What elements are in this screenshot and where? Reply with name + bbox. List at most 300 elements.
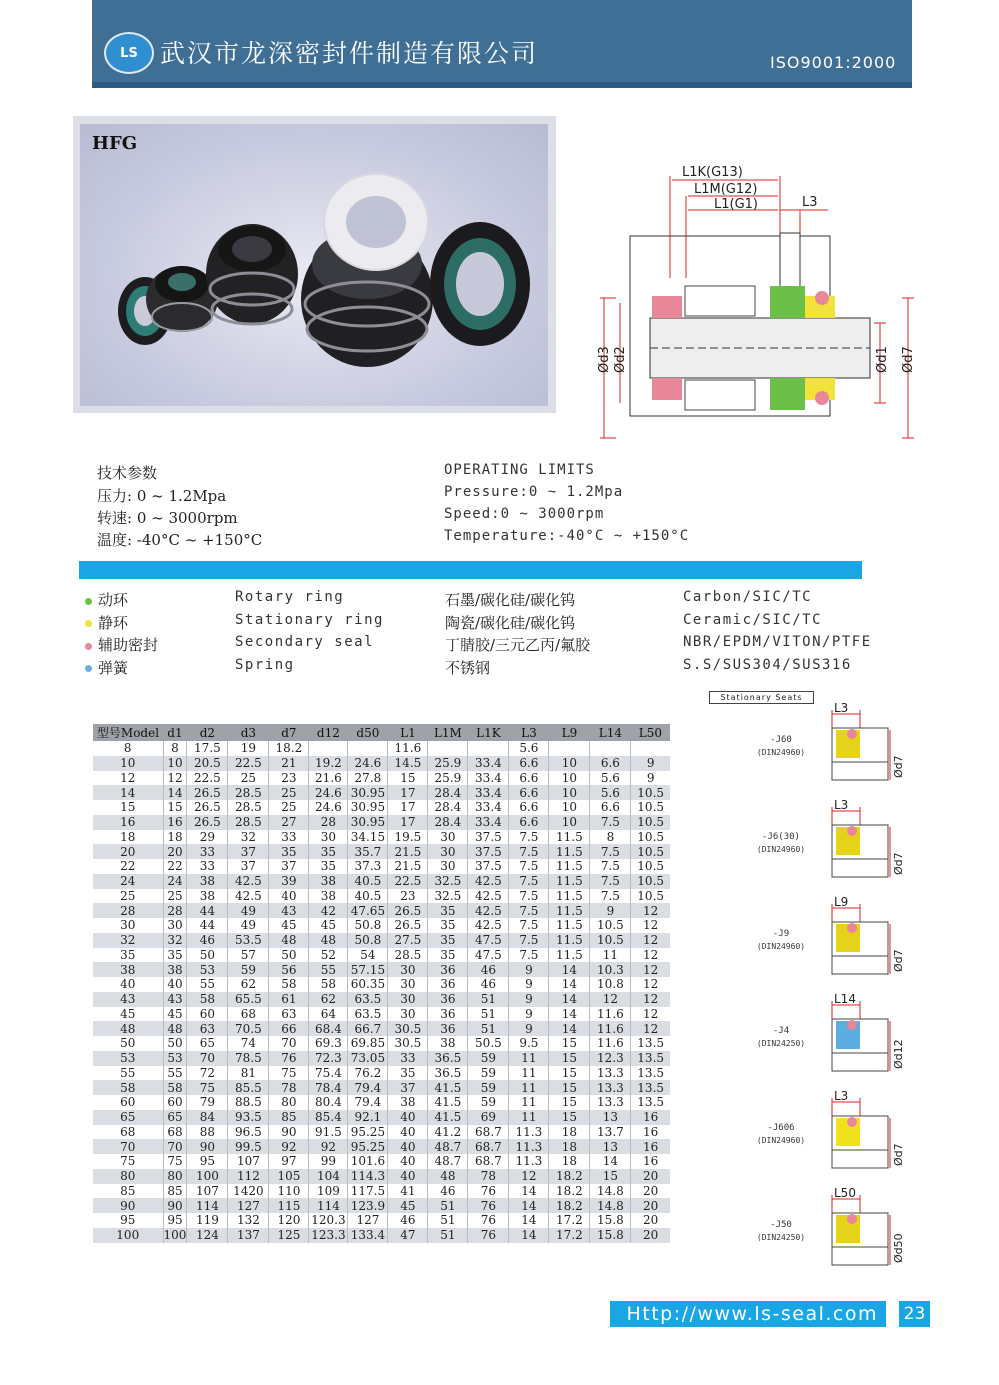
table-row [93,1228,670,1243]
table-cell: 10.5 [631,785,670,800]
seal-cross-section-drawing [590,158,920,448]
table-cell: 10 [549,771,590,786]
table-cell: 48 [93,1021,163,1036]
table-cell: 117.5 [348,1184,388,1199]
table-cell: 11.5 [549,903,590,918]
table-cell: 100 [187,1169,228,1184]
table-cell: 35 [428,903,468,918]
table-cell: 7.5 [509,948,549,963]
table-cell: 16 [93,815,163,830]
table-cell: 127 [348,1213,388,1228]
table-row [93,977,670,992]
table-cell: 14.8 [590,1198,631,1213]
table-cell [309,741,348,756]
table-cell: 13 [590,1139,631,1154]
table-cell: 35 [309,859,348,874]
table-cell: 88.5 [228,1095,269,1110]
dim-d3: Ød3 [597,346,612,373]
dim-l1m: L1M(G12) [694,182,758,197]
table-cell: 79.4 [348,1095,388,1110]
table-cell: 21.6 [309,771,348,786]
params-en-temp: Temperature:-40°C ~ +150°C [444,528,690,544]
table-cell: 10 [549,756,590,771]
table-cell: 75 [93,1154,163,1169]
seat-code: -J50 [770,1220,792,1230]
table-cell: 33 [187,859,228,874]
table-cell: 95 [187,1154,228,1169]
table-cell: 26.5 [187,815,228,830]
table-cell: 58 [269,977,309,992]
table-cell: 47.65 [348,903,388,918]
table-cell: 7.5 [590,859,631,874]
table-cell: 76 [468,1184,509,1199]
column-header: L14 [590,724,631,741]
table-cell: 28.4 [428,800,468,815]
table-cell: 11.5 [549,918,590,933]
table-cell: 30 [309,830,348,845]
table-cell: 44 [187,903,228,918]
table-cell: 37.5 [468,830,509,845]
table-cell: 127 [228,1198,269,1213]
table-row [93,874,670,889]
table-cell: 75 [269,1066,309,1081]
table-cell: 26.5 [187,800,228,815]
table-cell: 28.5 [228,785,269,800]
table-cell: 30.95 [348,800,388,815]
table-cell: 51 [428,1213,468,1228]
table-cell: 107 [228,1154,269,1169]
table-cell: 84 [187,1110,228,1125]
table-cell: 38 [187,889,228,904]
table-cell: 38 [428,1036,468,1051]
table-cell: 18 [549,1139,590,1154]
table-cell: 1420 [228,1184,269,1199]
table-cell: 15 [163,800,187,815]
table-cell: 23 [269,771,309,786]
table-row [93,1169,670,1184]
seat-code: -J6(30) [762,832,800,842]
table-cell: 22.5 [228,756,269,771]
table-cell: 123.3 [309,1228,348,1243]
table-cell: 26.5 [187,785,228,800]
table-cell: 132 [228,1213,269,1228]
table-cell: 78 [468,1169,509,1184]
table-cell: 11 [509,1110,549,1125]
table-cell: 10.5 [631,889,670,904]
table-cell: 9 [509,1007,549,1022]
table-cell: 46 [388,1213,428,1228]
page-number: 23 [899,1301,930,1327]
table-cell: 101.6 [348,1154,388,1169]
table-cell: 48 [428,1169,468,1184]
table-cell: 13.3 [590,1095,631,1110]
table-cell: 36.5 [428,1051,468,1066]
table-cell: 45 [388,1198,428,1213]
seat-diameter-label: Ød50 [892,1233,905,1263]
table-cell: 13.3 [590,1080,631,1095]
table-cell: 16 [631,1154,670,1169]
material-part-en: Rotary ring [235,589,345,605]
table-cell: 11.5 [549,874,590,889]
table-cell: 9 [631,771,670,786]
table-cell: 37.5 [468,859,509,874]
table-cell: 37.5 [468,844,509,859]
table-cell: 37 [269,859,309,874]
table-cell: 33 [388,1051,428,1066]
table-cell: 18 [163,830,187,845]
table-cell: 37 [228,844,269,859]
table-row [93,948,670,963]
table-cell: 6.6 [509,771,549,786]
table-cell: 59 [468,1051,509,1066]
table-cell: 18 [549,1154,590,1169]
table-cell: 12 [631,977,670,992]
table-cell: 59 [468,1095,509,1110]
table-cell: 74 [228,1036,269,1051]
table-cell: 13.3 [590,1066,631,1081]
table-cell: 92 [309,1139,348,1154]
table-cell: 16 [163,815,187,830]
table-cell: 85 [93,1184,163,1199]
seat-diameter-label: Ød7 [892,755,905,778]
table-cell: 36 [428,977,468,992]
table-cell: 6.6 [509,815,549,830]
column-header: L50 [631,724,670,741]
table-cell: 14 [549,977,590,992]
table-cell: 18.2 [549,1198,590,1213]
table-cell: 41.5 [428,1095,468,1110]
table-cell: 112 [228,1169,269,1184]
table-cell: 37.3 [348,859,388,874]
table-cell: 37 [388,1080,428,1095]
table-cell: 75 [187,1080,228,1095]
seat-drawing [826,894,906,976]
table-cell: 63.5 [348,1007,388,1022]
column-header: L1 [388,724,428,741]
seat-code: -J606 [767,1123,795,1133]
table-cell: 58 [163,1080,187,1095]
table-row [93,1007,670,1022]
table-cell: 14 [549,992,590,1007]
table-cell: 124 [187,1228,228,1243]
table-cell: 20.5 [187,756,228,771]
table-cell: 29 [187,830,228,845]
table-cell: 24 [93,874,163,889]
table-cell: 114 [187,1198,228,1213]
table-cell: 40 [388,1154,428,1169]
table-cell: 48 [269,933,309,948]
table-cell: 60 [93,1095,163,1110]
table-cell: 80 [93,1169,163,1184]
table-cell: 42.5 [468,874,509,889]
table-cell: 57.15 [348,962,388,977]
table-cell: 11.5 [549,830,590,845]
table-cell: 6.6 [509,785,549,800]
dim-l3: L3 [802,195,818,210]
table-cell: 53 [163,1051,187,1066]
table-cell: 11 [509,1095,549,1110]
table-cell: 11 [509,1080,549,1095]
table-cell: 12 [631,918,670,933]
table-cell: 6.6 [590,756,631,771]
table-cell: 23 [388,889,428,904]
table-cell: 20 [93,844,163,859]
table-cell: 35 [428,933,468,948]
table-cell: 35 [93,948,163,963]
table-cell: 46 [468,977,509,992]
table-row [93,1198,670,1213]
table-cell: 52 [309,948,348,963]
table-cell: 9 [590,903,631,918]
stationary-seats-title: Stationary Seats [709,691,814,704]
table-cell: 18.2 [549,1169,590,1184]
table-cell: 32.5 [428,889,468,904]
table-cell: 35 [269,844,309,859]
table-cell: 40 [388,1139,428,1154]
table-cell: 7.5 [509,889,549,904]
table-cell: 5.6 [590,785,631,800]
table-cell: 47.5 [468,933,509,948]
table-cell: 40 [388,1169,428,1184]
table-cell: 47 [388,1228,428,1243]
table-cell: 35 [388,1066,428,1081]
table-cell: 33.4 [468,785,509,800]
table-cell: 15 [388,771,428,786]
table-cell: 9 [631,756,670,771]
table-cell: 10.5 [631,830,670,845]
table-cell: 60 [163,1095,187,1110]
table-cell: 27 [269,815,309,830]
table-cell: 15.8 [590,1213,631,1228]
table-cell: 50 [187,948,228,963]
table-row [93,1213,670,1228]
seat-standard: (DIN24250) [756,1039,806,1048]
table-row [93,889,670,904]
table-row [93,1066,670,1081]
table-cell: 21.5 [388,844,428,859]
column-header: d50 [348,724,388,741]
table-cell: 20 [631,1169,670,1184]
table-cell: 41.2 [428,1125,468,1140]
table-cell: 30 [388,1007,428,1022]
table-cell: 97 [269,1154,309,1169]
table-cell: 18 [549,1125,590,1140]
dim-d1: Ød1 [875,346,890,373]
table-cell: 40 [93,977,163,992]
table-cell: 68 [93,1125,163,1140]
table-cell: 17 [388,815,428,830]
table-cell: 40 [269,889,309,904]
table-cell: 25 [228,771,269,786]
iso-certification: ISO9001:2000 [770,53,897,72]
seal-rings-illustration [80,124,548,406]
table-row [93,859,670,874]
table-cell: 76.2 [348,1066,388,1081]
table-cell: 14 [163,785,187,800]
table-cell: 120 [269,1213,309,1228]
table-cell: 59 [468,1066,509,1081]
table-cell: 65.5 [228,992,269,1007]
table-cell: 39 [269,874,309,889]
table-cell: 45 [163,1007,187,1022]
material-part-en: Spring [235,656,295,673]
seat-standard: (DIN24960) [756,845,806,854]
table-cell: 16 [631,1110,670,1125]
table-cell: 21.5 [388,859,428,874]
table-cell: 58 [93,1080,163,1095]
table-cell: 68.4 [309,1021,348,1036]
table-cell: 30 [428,859,468,874]
table-cell: 17.2 [549,1228,590,1243]
table-cell: 137 [228,1228,269,1243]
table-cell: 38 [93,962,163,977]
table-cell: 65 [187,1036,228,1051]
bullet-icon [85,665,92,672]
table-cell: 99 [309,1154,348,1169]
table-cell: 26.5 [388,903,428,918]
table-cell: 75 [163,1154,187,1169]
table-cell: 10.5 [631,800,670,815]
table-cell: 50.8 [348,933,388,948]
website-url[interactable]: Http://www.ls-seal.com [610,1301,886,1327]
table-cell: 32 [228,830,269,845]
table-cell: 90 [163,1198,187,1213]
table-cell: 26.5 [388,918,428,933]
stationary-seats-list [740,700,910,1290]
table-cell: 12.3 [590,1051,631,1066]
table-cell: 10.3 [590,962,631,977]
table-cell: 12 [93,771,163,786]
table-cell: 42.5 [228,889,269,904]
table-cell: 27.8 [348,771,388,786]
table-cell: 41 [388,1184,428,1199]
params-cn-temp: 温度: -40°C ~ +150°C [97,531,263,549]
table-cell: 25 [269,785,309,800]
bullet-icon [85,643,92,650]
table-cell: 10 [163,756,187,771]
table-cell: 51 [468,1007,509,1022]
seat-standard: (DIN24960) [756,748,806,757]
table-cell: 36.5 [428,1066,468,1081]
table-cell: 15 [549,1110,590,1125]
table-cell: 53 [187,962,228,977]
seat-diameter-label: Ød7 [892,1143,905,1166]
table-cell: 51 [428,1228,468,1243]
table-cell: 33 [187,844,228,859]
table-cell: 91.5 [309,1125,348,1140]
table-cell: 6.6 [590,800,631,815]
table-cell: 49 [228,903,269,918]
params-cn-speed: 转速: 0 ~ 3000rpm [97,509,238,527]
table-cell [631,741,670,756]
table-cell: 10.8 [590,977,631,992]
table-cell: 15 [549,1080,590,1095]
table-cell: 10.5 [590,918,631,933]
table-cell: 72 [187,1066,228,1081]
table-cell: 50.8 [348,918,388,933]
seat-dim-label: L9 [834,895,849,909]
table-cell: 34.15 [348,830,388,845]
table-cell: 53.5 [228,933,269,948]
table-cell: 95 [163,1213,187,1228]
table-cell: 7.5 [590,844,631,859]
table-cell: 90 [269,1125,309,1140]
table-cell: 14 [509,1228,549,1243]
table-cell: 58 [187,992,228,1007]
table-cell: 13 [590,1110,631,1125]
table-cell: 95 [93,1213,163,1228]
table-cell: 80 [163,1169,187,1184]
material-part-cn-label: 动环 [98,591,129,609]
table-cell: 10.5 [631,859,670,874]
material-spec-en: S.S/SUS304/SUS316 [683,656,852,673]
table-cell: 17 [388,800,428,815]
table-cell: 7.5 [509,844,549,859]
table-cell: 62 [228,977,269,992]
table-cell: 59 [468,1080,509,1095]
table-cell: 30 [163,918,187,933]
table-cell: 53 [93,1051,163,1066]
table-cell: 5.6 [590,771,631,786]
table-cell: 37 [228,859,269,874]
table-cell: 65 [163,1110,187,1125]
table-cell: 20 [163,844,187,859]
params-cn-pressure: 压力: 0 ~ 1.2Mpa [97,487,227,505]
table-cell: 30.95 [348,815,388,830]
table-cell: 10.5 [631,874,670,889]
material-part-cn [85,612,128,633]
table-row [93,771,670,786]
table-cell: 7.5 [509,918,549,933]
table-cell: 38 [309,889,348,904]
table-cell: 46 [468,962,509,977]
bullet-icon [85,598,92,605]
table-cell: 22 [163,859,187,874]
table-cell: 78 [269,1080,309,1095]
seat-standard: (DIN24960) [756,942,806,951]
table-header-row [93,724,670,741]
table-cell: 55 [187,977,228,992]
table-cell: 59 [228,962,269,977]
table-cell: 7.5 [590,815,631,830]
table-cell: 24.6 [309,785,348,800]
table-cell: 19.2 [309,756,348,771]
table-cell: 109 [309,1184,348,1199]
table-cell: 38 [187,874,228,889]
table-row [93,785,670,800]
table-cell: 51 [428,1198,468,1213]
column-header: 型号Model [93,724,163,741]
table-cell: 35 [309,844,348,859]
table-cell: 11.5 [549,889,590,904]
material-spec-cn: 陶瓷/碳化硅/碳化钨 [445,613,576,632]
table-cell: 104 [309,1169,348,1184]
bullet-icon [85,620,92,627]
table-cell: 11.5 [549,844,590,859]
table-cell: 28.5 [228,800,269,815]
material-part-cn-label: 辅助密封 [98,636,159,654]
table-cell: 100 [93,1228,163,1243]
table-cell: 12 [631,933,670,948]
table-cell: 33.4 [468,771,509,786]
table-cell: 64 [309,1007,348,1022]
company-name: 武汉市龙深密封件制造有限公司 [160,39,539,68]
table-cell: 125 [269,1228,309,1243]
table-cell: 14 [549,1007,590,1022]
table-cell: 11.6 [590,1021,631,1036]
table-cell: 60 [187,1007,228,1022]
material-spec-cn: 石墨/碳化硅/碳化钨 [445,591,576,609]
